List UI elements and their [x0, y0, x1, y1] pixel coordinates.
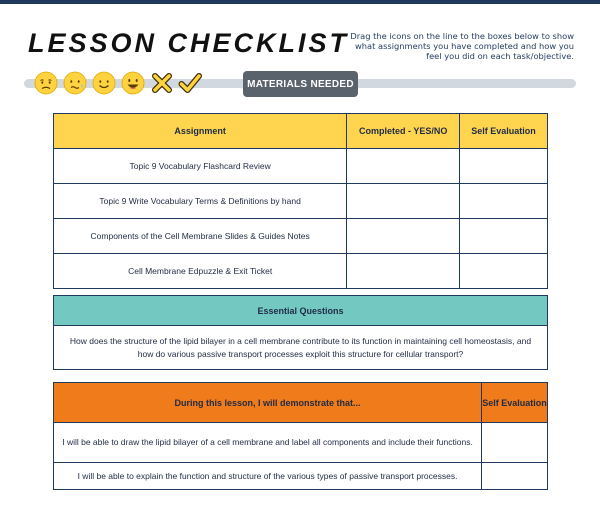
assignment-cell: Cell Membrane Edpuzzle & Exit Ticket: [54, 254, 347, 289]
table-row: [54, 254, 548, 289]
objective-cell: I will be able to explain the function and structure of the various types of passive transport processes.: [54, 463, 482, 490]
draggable-icons-row: [34, 69, 206, 97]
assignment-cell: Topic 9 Write Vocabulary Terms & Definitions by hand: [54, 184, 347, 219]
completed-drop-box[interactable]: [347, 254, 460, 289]
top-border: [0, 0, 600, 4]
self-evaluation-column-header: Self Evaluation: [460, 114, 548, 149]
worried-face-icon[interactable]: [34, 71, 58, 95]
objectives-self-evaluation-header: Self Evaluation: [482, 383, 548, 423]
objectives-table: [53, 382, 548, 490]
confused-face-icon[interactable]: [63, 71, 87, 95]
objectives-header-row: [54, 383, 548, 423]
completed-drop-box[interactable]: [347, 149, 460, 184]
instructions-text: Drag the icons on the line to the boxes below to show what assignments you have completed and how you feel you did on each task/objective.: [350, 31, 574, 61]
objective-evaluation-drop-box[interactable]: [482, 423, 548, 463]
table-row: [54, 184, 548, 219]
assignment-cell: Topic 9 Vocabulary Flashcard Review: [54, 149, 347, 184]
page-title: LESSON CHECKLIST: [28, 28, 350, 58]
essential-question-row: [54, 326, 548, 370]
assignment-header-row: [54, 114, 548, 149]
smiling-face-icon[interactable]: [92, 71, 116, 95]
assignment-table: [53, 113, 548, 289]
self-evaluation-drop-box[interactable]: [460, 184, 548, 219]
essential-question-text: How does the structure of the lipid bilayer in a cell membrane contribute to its function in maintaining cell homeostasis, and how do various passive transport processes exploit this structure for cellular transport?: [54, 326, 548, 370]
table-row: [54, 463, 548, 490]
table-row: [54, 423, 548, 463]
grinning-face-icon[interactable]: [121, 71, 145, 95]
assignment-cell: Components of the Cell Membrane Slides & Guides Notes: [54, 219, 347, 254]
completed-drop-box[interactable]: [347, 184, 460, 219]
essential-questions-table: [53, 295, 548, 370]
objective-evaluation-drop-box[interactable]: [482, 463, 548, 490]
completed-drop-box[interactable]: [347, 219, 460, 254]
self-evaluation-drop-box[interactable]: [460, 149, 548, 184]
completed-column-header: Completed - YES/NO: [347, 114, 460, 149]
self-evaluation-drop-box[interactable]: [460, 254, 548, 289]
table-row: [54, 219, 548, 254]
x-mark-icon[interactable]: [150, 71, 174, 95]
materials-needed-button[interactable]: MATERIALS NEEDED: [243, 71, 358, 97]
table-row: [54, 149, 548, 184]
essential-header-row: [54, 296, 548, 326]
essential-questions-header: Essential Questions: [54, 296, 548, 326]
assignment-column-header: Assignment: [54, 114, 347, 149]
self-evaluation-drop-box[interactable]: [460, 219, 548, 254]
objectives-header: During this lesson, I will demonstrate that...: [54, 383, 482, 423]
check-mark-icon[interactable]: [178, 71, 202, 95]
objective-cell: I will be able to draw the lipid bilayer of a cell membrane and label all components and include their functions.: [54, 423, 482, 463]
